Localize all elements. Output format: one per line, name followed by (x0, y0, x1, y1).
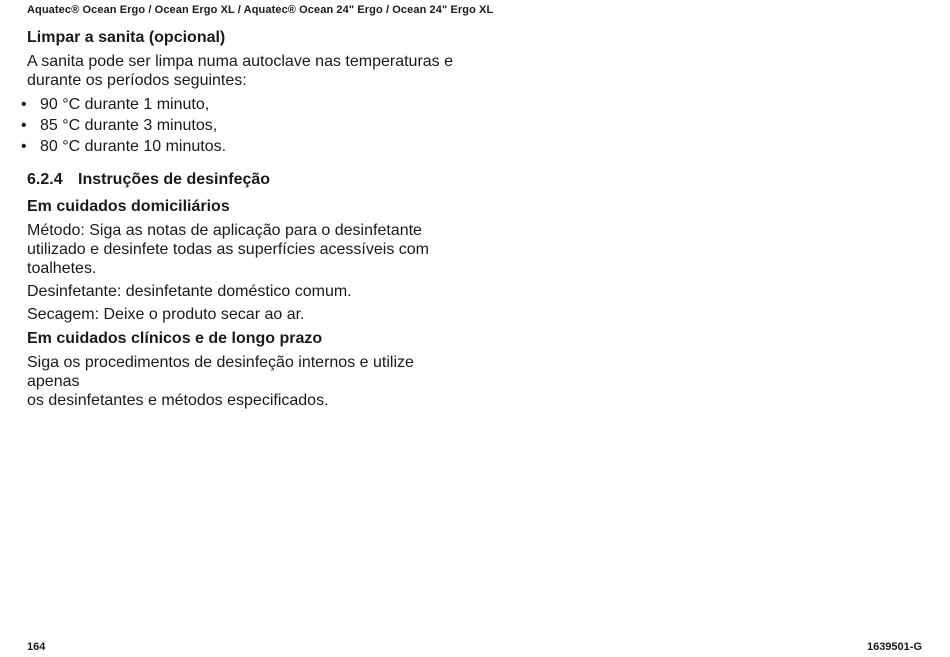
clinical-care-line2: os desinfetantes e métodos especificados. (27, 392, 329, 409)
list-item-text: 90 °C durante 1 minuto, (40, 96, 210, 113)
list-item-text: 80 °C durante 10 minutos. (40, 138, 227, 155)
page-content (21, 27, 457, 410)
running-header: Aquatec® Ocean Ergo / Ocean Ergo XL / Aquatec® Ocean 24" Ergo / Ocean 24" Ergo XL (27, 4, 494, 16)
clinical-care-text (27, 353, 457, 410)
home-care-method-line2: utilizado e desinfete todas as superfícies acessíveis com (27, 241, 429, 258)
list-item (21, 136, 457, 157)
home-care-disinfectant: Desinfetante: desinfetante doméstico comum. (27, 283, 352, 300)
home-care-method-line3: toalhetes. (27, 260, 97, 277)
clean-toilet-heading: Limpar a sanita (opcional) (27, 29, 226, 46)
bullet-icon: • (21, 117, 27, 134)
document-code: 1639501-G (866, 641, 922, 653)
clean-toilet-intro-line1: A sanita pode ser limpa numa autoclave nas temperaturas e (27, 53, 454, 70)
list-item (21, 115, 457, 136)
bullet-icon: • (21, 138, 27, 155)
list-item-text: 85 °C durante 3 minutos, (40, 117, 218, 134)
home-care-method-line1: Método: Siga as notas de aplicação para o desinfetante (27, 222, 422, 239)
clean-toilet-intro-line2: durante os períodos seguintes: (27, 72, 247, 89)
clean-toilet-intro (27, 52, 457, 90)
section-title: Instruções de desinfeção (78, 171, 271, 188)
page-number: 164 (27, 641, 46, 653)
list-item (21, 94, 457, 115)
home-care-drying: Secagem: Deixe o produto secar ao ar. (27, 306, 305, 323)
home-care-method (27, 221, 457, 278)
autoclave-list (21, 94, 457, 157)
section-number: 6.2.4 (27, 171, 63, 188)
home-care-heading: Em cuidados domiciliários (27, 198, 230, 215)
clinical-care-heading: Em cuidados clínicos e de longo prazo (27, 330, 323, 347)
clinical-care-line1: Siga os procedimentos de desinfeção internos e utilize apenas (27, 354, 414, 390)
bullet-icon: • (21, 96, 27, 113)
section-heading (27, 169, 457, 190)
